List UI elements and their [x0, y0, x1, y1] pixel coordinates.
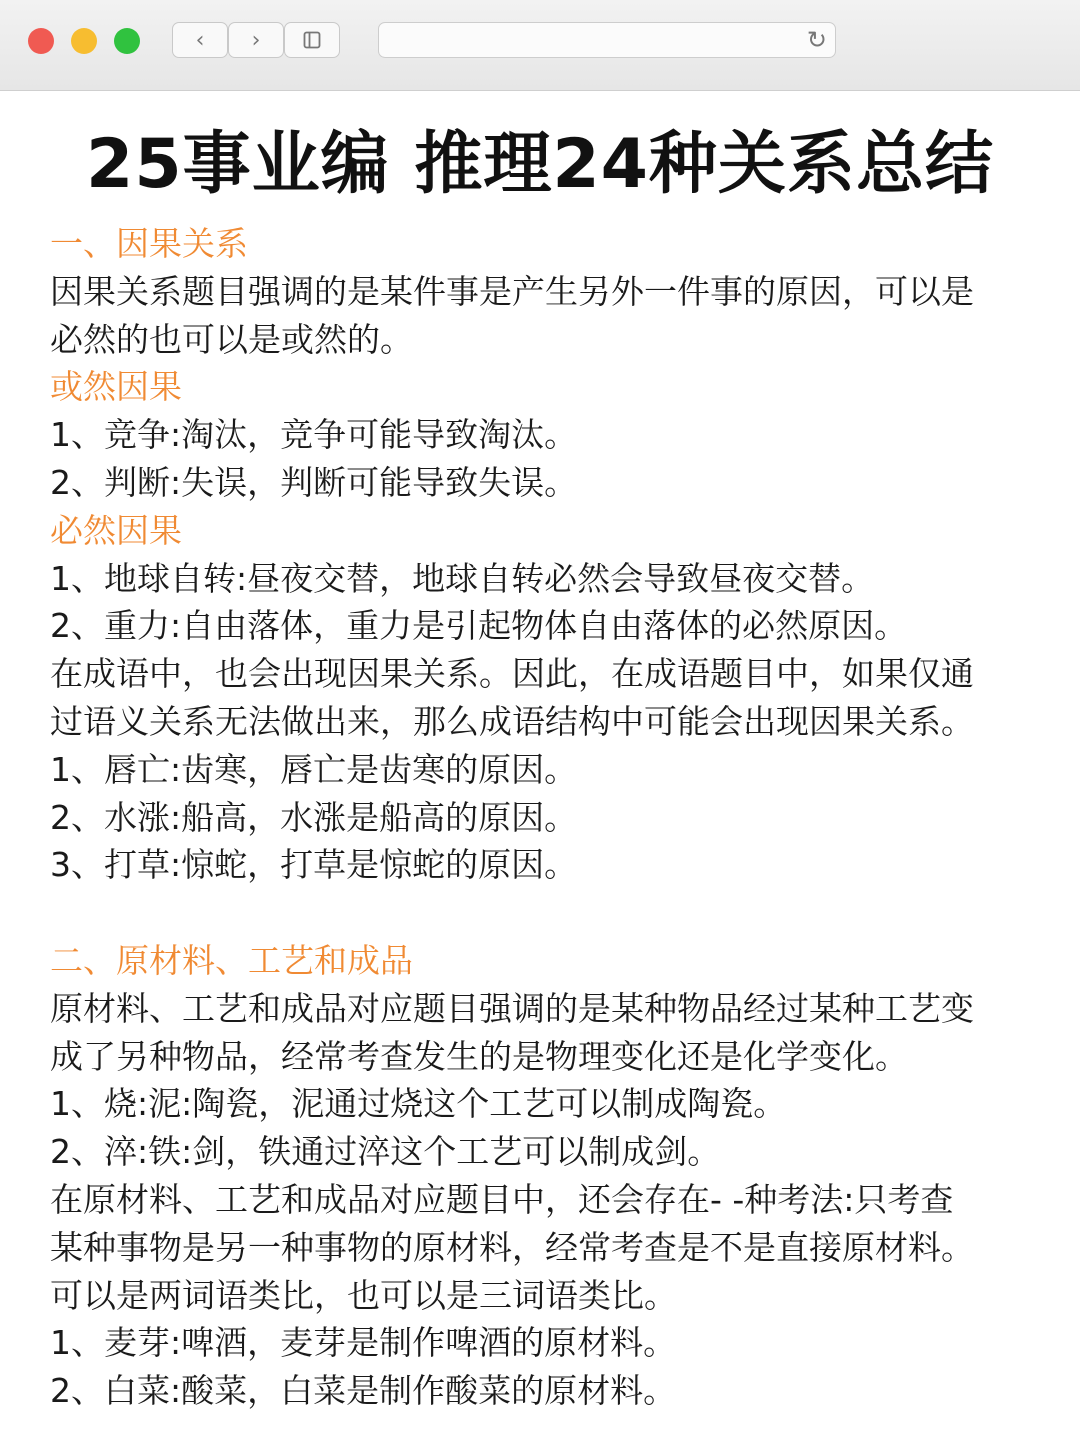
close-window-button[interactable] — [28, 28, 54, 54]
page-title: 25事业编 推理24种关系总结 — [86, 125, 994, 204]
section-heading: 或然因果 — [50, 367, 182, 407]
body-line: 2、判断:失误，判断可能导致失误。 — [50, 462, 578, 502]
chevron-right-icon: › — [251, 27, 261, 53]
body-line: 2、淬:铁:剑，铁通过淬这个工艺可以制成剑。 — [50, 1132, 721, 1172]
maximize-window-button[interactable] — [114, 28, 140, 54]
body-line: 在成语中，也会出现因果关系。因此，在成语题目中，如果仅通 — [50, 654, 974, 694]
reload-icon[interactable]: ↻ — [806, 26, 827, 54]
section-spacer — [50, 889, 1040, 937]
forward-button[interactable] — [228, 22, 284, 58]
body-line: 1、地球自转:昼夜交替，地球自转必然会导致昼夜交替。 — [50, 558, 875, 598]
body-line: 可以是两词语类比，也可以是三词语类比。 — [50, 1275, 677, 1315]
body-line: 成了另种物品，经常考查发生的是物理变化还是化学变化。 — [50, 1036, 908, 1076]
sidebar-icon — [303, 31, 321, 49]
body-line: 必然的也可以是或然的。 — [50, 319, 413, 359]
body-line: 3、打草:惊蛇，打草是惊蛇的原因。 — [50, 845, 578, 885]
body-line: 2、水涨:船高，水涨是船高的原因。 — [50, 797, 578, 837]
body-line: 1、唇亡:齿寒，唇亡是齿寒的原因。 — [50, 749, 578, 789]
section-heading: 一、因果关系 — [50, 224, 248, 263]
body-line: 过语义关系无法做出来，那么成语结构中可能会出现因果关系。 — [50, 701, 974, 741]
body-line: 在原材料、工艺和成品对应题目中，还会存在- -种考法:只考查 — [50, 1179, 954, 1219]
address-bar[interactable] — [378, 22, 836, 58]
section-heading: 必然因果 — [50, 510, 182, 550]
chevron-left-icon: ‹ — [195, 27, 205, 53]
body-line: 因果关系题目强调的是某件事是产生另外一件事的原因，可以是 — [50, 271, 974, 311]
body-line: 1、烧:泥:陶瓷，泥通过烧这个工艺可以制成陶瓷。 — [50, 1084, 787, 1124]
body-line: 2、重力:自由落体，重力是引起物体自由落体的必然原因。 — [50, 606, 908, 646]
body-line: 某种事物是另一种事物的原材料，经常考查是不是直接原材料。 — [50, 1227, 974, 1267]
sidebar-button[interactable] — [284, 22, 340, 58]
browser-toolbar — [0, 0, 1080, 91]
article-body — [50, 220, 1040, 1415]
body-line: 原材料、工艺和成品对应题目强调的是某种物品经过某种工艺变 — [50, 988, 974, 1028]
minimize-window-button[interactable] — [71, 28, 97, 54]
back-button[interactable] — [172, 22, 228, 58]
body-line: 1、麦芽:啤酒，麦芽是制作啤酒的原材料。 — [50, 1323, 677, 1363]
body-line: 2、白菜:酸菜，白菜是制作酸菜的原材料。 — [50, 1371, 677, 1411]
body-line: 1、竞争:淘汰，竞争可能导致淘汰。 — [50, 415, 578, 455]
section-heading: 二、原材料、工艺和成品 — [50, 940, 413, 980]
